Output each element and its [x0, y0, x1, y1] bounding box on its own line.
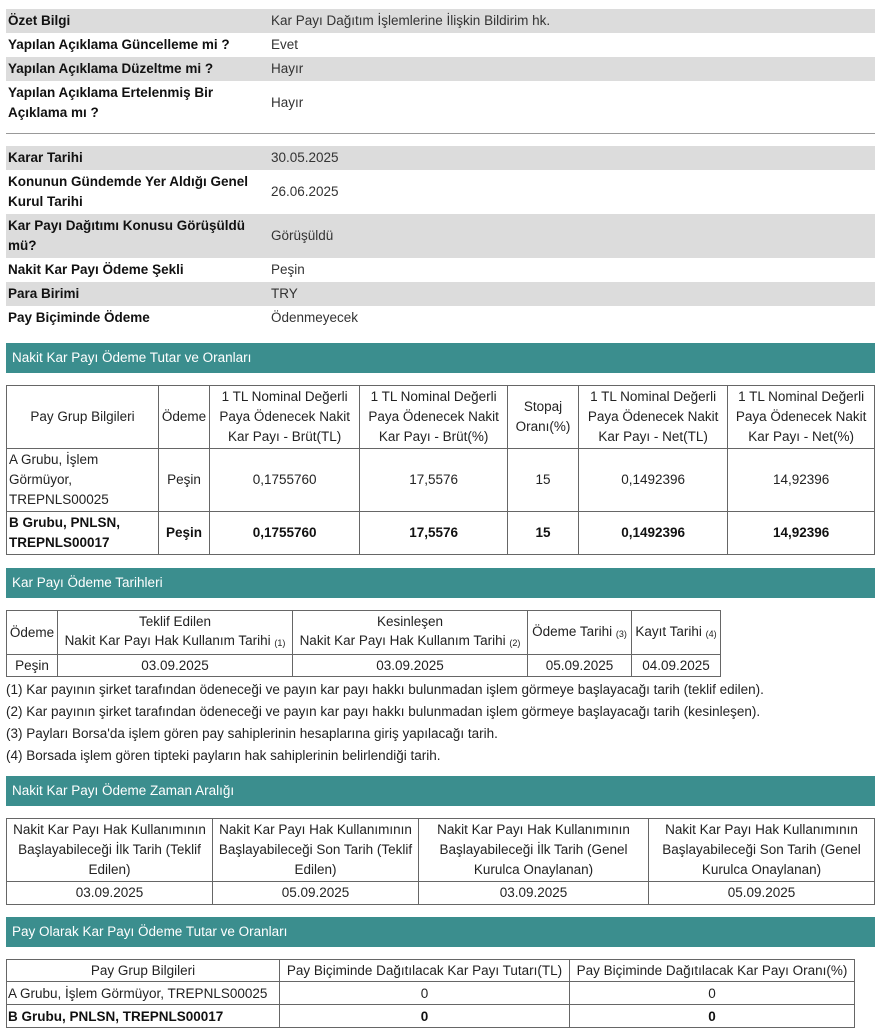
col-header-teklif — [58, 611, 293, 655]
col-header: Pay Grup Bilgileri — [7, 960, 280, 982]
footnote-ref: (1) — [274, 638, 286, 648]
cell: A Grubu, İşlem Görmüyor, TREPNLS00025 — [7, 982, 280, 1005]
section-header-cash-dividend: Nakit Kar Payı Ödeme Tutar ve Oranları — [6, 343, 875, 373]
details-value: Görüşüldü — [265, 214, 875, 258]
cell: 0 — [280, 1005, 570, 1028]
cell: 17,5576 — [360, 449, 508, 512]
col-header: 1 TL Nominal Değerli Paya Ödenecek Nakit Kar Payı - Net(%) — [728, 386, 875, 449]
summary-table — [6, 9, 875, 125]
details-row — [6, 214, 875, 258]
cell: 03.09.2025 — [7, 882, 213, 905]
table-row — [7, 449, 875, 512]
cell: 14,92396 — [728, 449, 875, 512]
section-header-share-dividend: Pay Olarak Kar Payı Ödeme Tutar ve Oranları — [6, 917, 875, 947]
col-header: Nakit Kar Payı Hak Kullanımının Başlayabileceği Son Tarih (Genel Kurulca Onaylanan) — [649, 819, 875, 882]
share-dividend-table — [6, 959, 855, 1028]
summary-label: Yapılan Açıklama Düzeltme mi ? — [6, 57, 265, 81]
footnote-ref: (2) — [509, 638, 521, 648]
cell: Peşin — [7, 655, 58, 677]
cell: 03.09.2025 — [58, 655, 293, 677]
divider — [6, 133, 875, 134]
cell: 03.09.2025 — [293, 655, 528, 677]
col-header-kayit — [632, 611, 721, 655]
col-header: Nakit Kar Payı Hak Kullanımının Başlayabileceği İlk Tarih (Genel Kurulca Onaylanan) — [419, 819, 649, 882]
table-header-row — [7, 960, 855, 982]
cash-dividend-table — [6, 385, 875, 555]
col-header: Nakit Kar Payı Hak Kullanımının Başlayabileceği İlk Tarih (Teklif Edilen) — [7, 819, 213, 882]
footnote: (1) Kar payının şirket tarafından ödeneceği ve payın kar payı hakkı bulunmadan işlem görmeye başlayacağı tarih (teklif edilen). — [6, 682, 764, 697]
summary-row — [6, 81, 875, 125]
col-header-kesin — [293, 611, 528, 655]
cell: 0,1492396 — [578, 449, 727, 512]
cell: 03.09.2025 — [419, 882, 649, 905]
cell: 0 — [570, 982, 855, 1005]
table-row — [7, 655, 721, 677]
table-row — [7, 882, 875, 905]
cell: 05.09.2025 — [649, 882, 875, 905]
table-header-row — [7, 819, 875, 882]
cell: Peşin — [159, 449, 210, 512]
cell: 0 — [280, 982, 570, 1005]
summary-value: Evet — [271, 37, 299, 52]
col-header: Pay Grup Bilgileri — [7, 386, 159, 449]
summary-row — [6, 57, 875, 81]
payment-dates-table — [6, 610, 721, 677]
cell: B Grubu, PNLSN, TREPNLS00017 — [7, 512, 159, 555]
details-row — [6, 170, 875, 214]
summary-label: Yapılan Açıklama Ertelenmiş Bir Açıklama mı ? — [8, 85, 214, 120]
summary-label: Yapılan Açıklama Güncelleme mi ? — [8, 37, 230, 52]
cell: 14,92396 — [728, 512, 875, 555]
footnote: (4) Borsada işlem gören tipteki payların hak sahiplerinin belirlendiği tarih. — [6, 748, 441, 763]
section-header-time-range: Nakit Kar Payı Ödeme Zaman Aralığı — [6, 776, 875, 806]
col-header-kayit-text: Kayıt Tarihi — [635, 623, 702, 639]
cell: 05.09.2025 — [213, 882, 419, 905]
cell: 04.09.2025 — [632, 655, 721, 677]
details-value: 26.06.2025 — [271, 184, 339, 199]
cell: 05.09.2025 — [528, 655, 632, 677]
col-header: Pay Biçiminde Dağıtılacak Kar Payı Oranı(%) — [570, 960, 855, 982]
table-header-row — [7, 386, 875, 449]
details-label: Para Birimi — [6, 282, 265, 306]
cell: A Grubu, İşlem Görmüyor, TREPNLS00025 — [7, 449, 159, 512]
col-header: Pay Biçiminde Dağıtılacak Kar Payı Tutarı(TL) — [280, 960, 570, 982]
cell: 0,1755760 — [210, 449, 360, 512]
cell: 17,5576 — [360, 512, 508, 555]
cell: 0,1755760 — [210, 512, 360, 555]
footnote: (3) Payları Borsa'da işlem gören pay sahiplerinin hesaplarına giriş yapılacağı tarih. — [6, 726, 498, 741]
summary-row — [6, 33, 875, 57]
col-header-kesin-bottom — [294, 631, 526, 653]
col-header-teklif-top: Teklif Edilen — [138, 614, 212, 629]
details-table — [6, 146, 875, 330]
col-header: 1 TL Nominal Değerli Paya Ödenecek Nakit Kar Payı - Brüt(%) — [360, 386, 508, 449]
footnotes — [6, 679, 875, 767]
col-header: 1 TL Nominal Değerli Paya Ödenecek Nakit Kar Payı - Brüt(TL) — [210, 386, 360, 449]
col-header-odeme-tarihi — [528, 611, 632, 655]
col-header-teklif-bottom — [59, 631, 291, 653]
disclosure-page — [6, 9, 875, 1028]
details-value: Peşin — [271, 262, 305, 277]
details-row — [6, 258, 875, 282]
table-row — [7, 512, 875, 555]
col-header: Ödeme — [159, 386, 210, 449]
table-row — [7, 982, 855, 1005]
details-label: Nakit Kar Payı Ödeme Şekli — [8, 262, 184, 277]
cell: B Grubu, PNLSN, TREPNLS00017 — [7, 1005, 280, 1028]
details-label: Pay Biçiminde Ödeme — [8, 310, 150, 325]
col-header-odeme-tarihi-text: Ödeme Tarihi — [532, 623, 613, 639]
details-label: Karar Tarihi — [6, 146, 265, 170]
cell: Peşin — [159, 512, 210, 555]
cell: 0,1492396 — [578, 512, 727, 555]
details-label: Kar Payı Dağıtımı Konusu Görüşüldü mü? — [6, 214, 265, 258]
time-range-table — [6, 818, 875, 905]
col-header-kesin-text: Nakit Kar Payı Hak Kullanım Tarihi — [299, 633, 506, 648]
col-header: Nakit Kar Payı Hak Kullanımının Başlayabileceği Son Tarih (Teklif Edilen) — [213, 819, 419, 882]
cell: 15 — [507, 512, 578, 555]
cell: 15 — [507, 449, 578, 512]
footnote: (2) Kar payının şirket tarafından ödeneceği ve payın kar payı hakkı bulunmadan işlem görmeye başlayacağı tarih (kesinleşen). — [6, 704, 761, 719]
col-header-odeme: Ödeme — [7, 611, 58, 655]
table-row — [7, 1005, 855, 1028]
col-header-teklif-text: Nakit Kar Payı Hak Kullanım Tarihi — [64, 633, 271, 648]
details-value: 30.05.2025 — [265, 146, 875, 170]
summary-value: Kar Payı Dağıtım İşlemlerine İlişkin Bildirim hk. — [265, 9, 875, 33]
footnote-ref: (3) — [615, 628, 627, 639]
footnote-ref: (4) — [705, 628, 717, 639]
details-row — [6, 146, 875, 170]
cell: 0 — [570, 1005, 855, 1028]
details-label: Konunun Gündemde Yer Aldığı Genel Kurul Tarihi — [8, 174, 249, 209]
summary-value: Hayır — [271, 95, 304, 110]
summary-row — [6, 9, 875, 33]
details-value: Ödenmeyecek — [271, 310, 359, 325]
table-header-row — [7, 611, 721, 655]
summary-value: Hayır — [265, 57, 875, 81]
col-header-kesin-top: Kesinleşen — [376, 614, 444, 629]
details-row — [6, 282, 875, 306]
summary-label: Özet Bilgi — [6, 9, 265, 33]
col-header: 1 TL Nominal Değerli Paya Ödenecek Nakit Kar Payı - Net(TL) — [578, 386, 727, 449]
details-value: TRY — [265, 282, 875, 306]
section-header-payment-dates: Kar Payı Ödeme Tarihleri — [6, 568, 875, 598]
col-header: Stopaj Oranı(%) — [507, 386, 578, 449]
details-row — [6, 306, 875, 330]
